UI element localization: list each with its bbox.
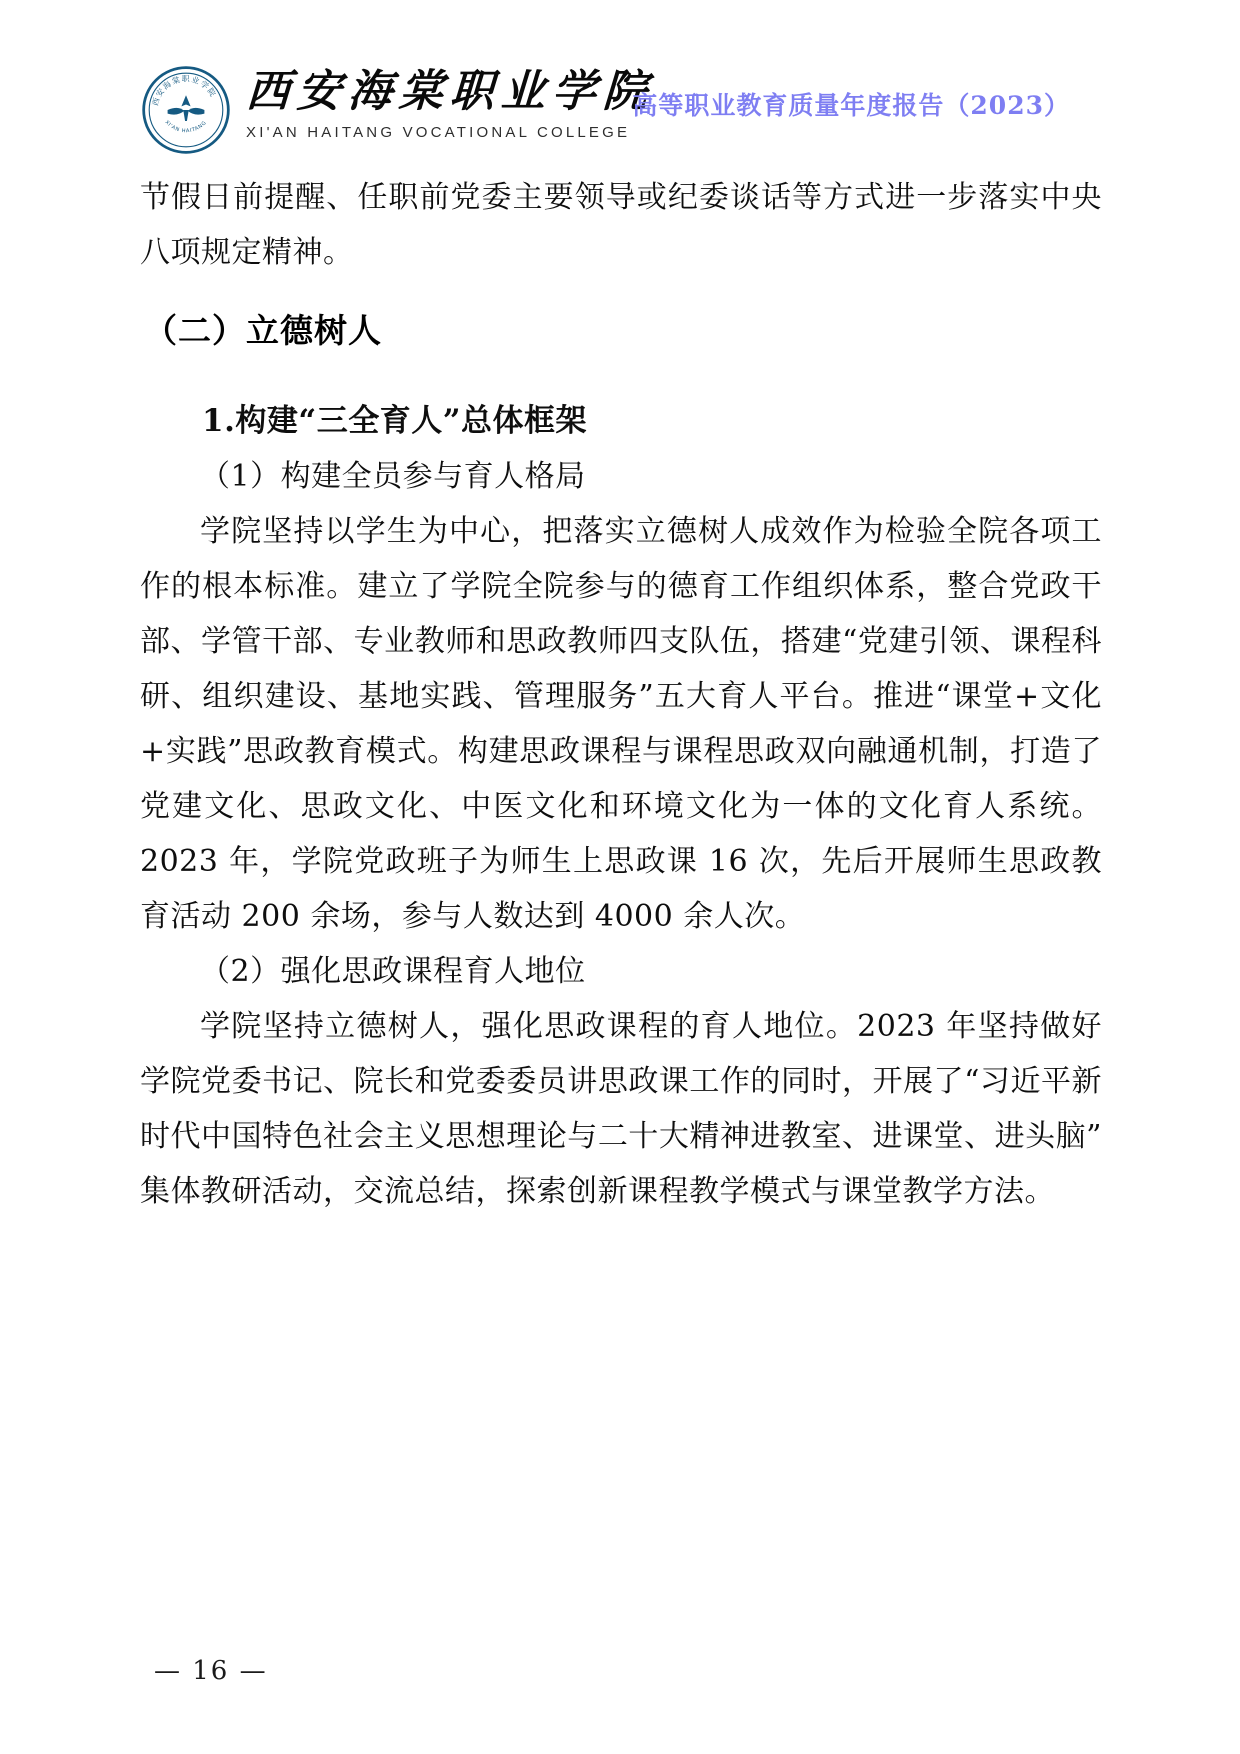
college-name-chinese: 西安海棠职业学院: [244, 66, 656, 117]
report-title: 高等职业教育质量年度报告（2023）: [632, 91, 1070, 120]
page-footer: [140, 1656, 1102, 1754]
paragraph-1: 学院坚持以学生为中心，把落实立德树人成效作为检验全院各项工作的根本标准。建立了学院全院参与的德育工作组织体系，整合党政干部、学管干部、专业教师和思政教师四支队伍，搭建“党建引领、课程科研、组织建设、基地实践、管理服务”五大育人平台。推进“课堂+文化+实践”思政教育模式。构建思政课程与课程思政双向融通机制，打造了党建文化、思政文化、中医文化和环境文化为一体的文化育人系统。2023 年，学院党政班子为师生上思政课 16 次，先后开展师生思政教育活动 200 余场，参与人数达到 4000 余人次。: [140, 514, 1102, 934]
sub-heading-1: 1.构建“三全育人”总体框架: [202, 403, 588, 439]
paragraph-intro: 节假日前提醒、任职前党委主要领导或纪委谈话等方式进一步落实中央八项规定精神。: [140, 180, 1102, 270]
item-2-title: （2）强化思政课程育人地位: [200, 954, 586, 989]
college-name-english: XI'AN HAITANG VOCATIONAL COLLEGE: [246, 124, 631, 141]
page-number: — 16 —: [154, 1656, 268, 1686]
section-heading: （二）立德树人: [144, 312, 382, 349]
college-seal-icon: [140, 64, 232, 160]
svg-text:XI'AN HAITANG: XI'AN HAITANG: [163, 119, 209, 135]
document-body: [140, 170, 1102, 1219]
college-name-block: [246, 64, 654, 144]
item-1-title: （1）构建全员参与育人格局: [200, 459, 586, 494]
page-header: [140, 64, 1102, 160]
svg-text:西安海棠职业学院: 西安海棠职业学院: [150, 74, 219, 107]
paragraph-2: 学院坚持立德树人，强化思政课程的育人地位。2023 年坚持做好学院党委书记、院长和党委委员讲思政课工作的同时，开展了“习近平新时代中国特色社会主义思想理论与二十大精神进教室、进课堂、进头脑”集体教研活动，交流总结，探索创新课程教学模式与课堂教学方法。: [140, 1009, 1102, 1209]
